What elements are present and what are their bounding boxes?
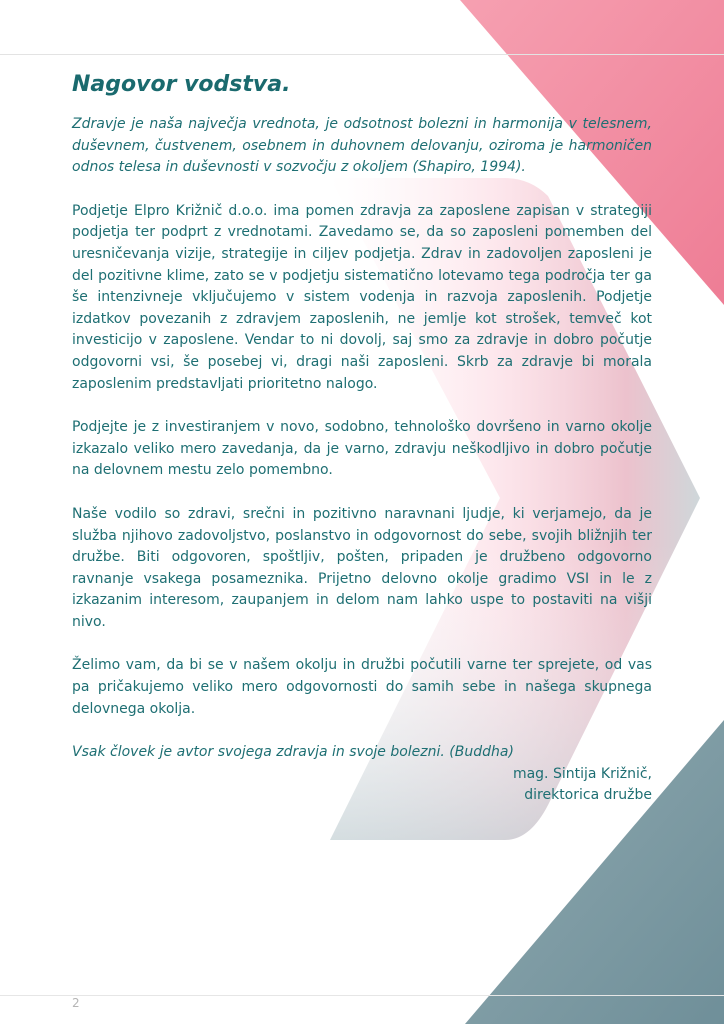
- paragraph-investment: Podjejte je z investiranjem v novo, sodobno, tehnološko dovršeno in varno okolje izkazalo veliko mero zavedanja, da je varno, zdravju neškodljivo in dobro počutje na delovnem mestu zelo pomembno.: [72, 419, 652, 479]
- paragraph-strategy: Podjetje Elpro Križnič d.o.o. ima pomen zdravja za zaposlene zapisan v strategiji podjetja ter podprt z vrednotami. Zavedamo se, da so zaposleni pomemben del uresničevanja vizije, strategije in ciljev podjetja. Zdrav in zadovoljen zaposleni je del pozitivne klime, zato se v podjetju sistematično lotevamo tega področja ter ga še intenzivneje vključujemo v sistem vodenja in razvoja zaposlenih. Podjetje izdatkov povezanih z zdravjem zaposlenih, ne jemlje kot strošek, temveč kot investicijo v zaposlene. Vendar to ni dovolj, saj smo za zdravje in dobro počutje odgovorni vsi, še posebej vi, dragi naši zaposleni. Skrb za zdravje bi morala zaposlenim predstavljati prioritetno nalogo.: [72, 202, 652, 392]
- signature-name: mag. Sintija Križnič,: [512, 766, 652, 782]
- page-title: Nagovor vodstva.: [72, 72, 291, 97]
- intro-quote: Zdravje je naša največja vrednota, je odsotnost bolezni in harmonija v telesnem, duševnem, čustvenem, osebnem in duhovnem delovanju, oziroma je harmoničen odnos telesa in duševnosti v sozvočju z okoljem (Shapiro, 1994).: [72, 116, 652, 176]
- letter-body: [72, 70, 652, 766]
- footer-rule: [0, 995, 724, 996]
- page-number: 2: [72, 996, 80, 1010]
- header-rule: [0, 54, 724, 55]
- closing-quote: Vsak človek je avtor svojega zdravja in svoje bolezni. (Buddha): [72, 744, 514, 761]
- paragraph-values: Naše vodilo so zdravi, srečni in pozitivno naravnani ljudje, ki verjamejo, da je služba njihovo zadovoljstvo, poslanstvo in odgovornost do sebe, svojih bližnjih ter družbe. Biti odgovoren, spoštljiv, pošten, pripaden je družbeno odgovorno ravnanje vsakega posameznika. Prijetno delovno okolje gradimo VSI in le z izkazanim interesom, zaupanjem in delom nam lahko uspe to postaviti na višji nivo.: [72, 505, 652, 630]
- signature-role: direktorica družbe: [524, 787, 652, 803]
- signature-block: [513, 764, 652, 806]
- paragraph-wishes: Želimo vam, da bi se v našem okolju in družbi počutili varne ter sprejete, od vas pa pričakujemo veliko mero odgovornosti do samih sebe in našega skupnega delovnega okolja.: [72, 657, 652, 717]
